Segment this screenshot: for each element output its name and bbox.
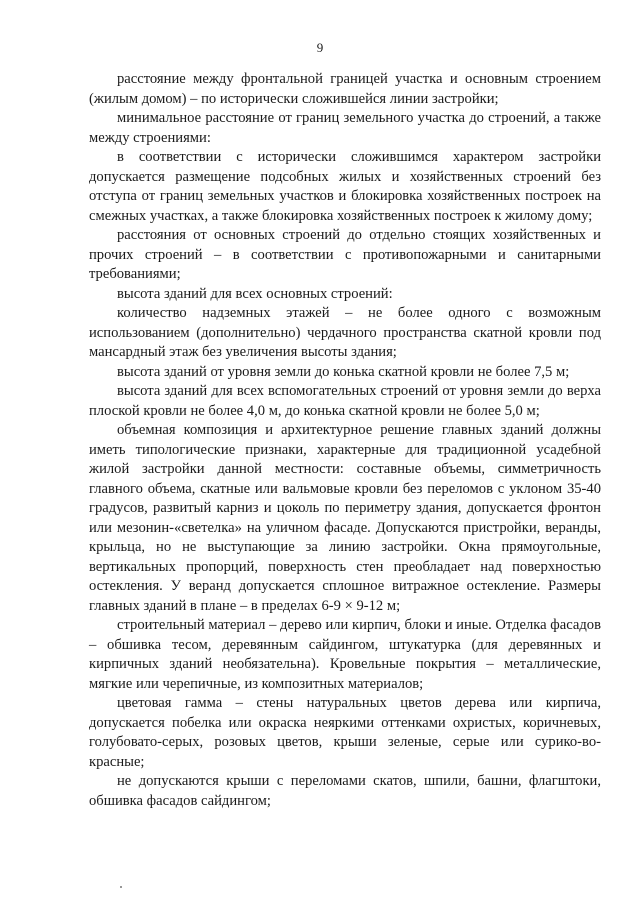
paragraph-building-height: высота зданий для всех основных строений: [117,285,393,302]
paragraph-prohibitions: не допускаются крыши с переломами скатов, шпили, башни, флагштоки, обшивка фасадов сайдингом; [89,773,601,809]
paragraph-auxiliary-height: высота зданий для всех вспомогательных строений от уровня земли до верха плоской кровли не более 4,0 м, до конька скатной кровли не более 5,0 м; [89,383,601,419]
paragraph-outbuilding-distance: расстояния от основных строений до отдельно стоящих хозяйственных и прочих строений – в соответствии с противопожарными и санитарными требованиями; [89,227,601,282]
paragraph-ridge-height: высота зданий от уровня земли до конька скатной кровли не более 7,5 м; [117,363,570,380]
paragraph-frontal-distance: расстояние между фронтальной границей участка и основным строением (жилым домом) – по исторически сложившейся линии застройки; [89,71,601,107]
paragraph-color-scheme: цветовая гамма – стены натуральных цветов дерева или кирпича, допускается побелка или окраска неяркими оттенками охристых, коричневых, голубовато-серых, розовых цветов, крыши зеленые, серые или сурико-во-красные; [89,695,601,770]
paragraph-materials: строительный материал – дерево или кирпич, блоки и иные. Отделка фасадов – обшивка тесом, деревянным сайдингом, штукатурка (для деревянных и кирпичных зданий необязательна). Кровельные покрытия – металлические, мягкие или черепичные, из композитных материалов; [89,617,601,692]
scan-speck [120,886,122,888]
paragraph-floor-count: количество надземных этажей – не более одного с возможным использованием (дополнительно) чердачного пространства скатной кровли под мансардный этаж без увеличения высоты здания; [89,305,601,360]
paragraph-historic-placement: в соответствии с исторически сложившимся характером застройки допускается размещение подсобных жилых и хозяйственных строений без отступа от границ земельных участков и блокировка хозяйственных построек на смежных участках, а также блокировка хозяйственных построек к жилому дому; [89,149,601,224]
document-body [89,70,601,811]
paragraph-composition: объемная композиция и архитектурное решение главных зданий должны иметь типологические признаки, характерные для традиционной усадебной жилой застройки данной местности: составные объемы, симметричность главного объема, скатные или вальмовые кровли без переломов с уклоном 35-40 градусов, развитый карниз и цоколь по периметру здания, допускается фронтон или мезонин-«светелка» на уличном фасаде. Допускаются пристройки, веранды, крыльца, но не выступающие за линию застройки. Окна прямоугольные, вертикальных пропорций, поверхность стен преобладает над поверхностью остекления. У веранд допускается сплошное витражное остекление. Размеры главных зданий в плане – в пределах 6-9 × 9-12 м; [89,422,601,614]
paragraph-min-distance: минимальное расстояние от границ земельного участка до строений, а также между строениями: [89,110,601,146]
page-number: 9 [316,40,324,55]
